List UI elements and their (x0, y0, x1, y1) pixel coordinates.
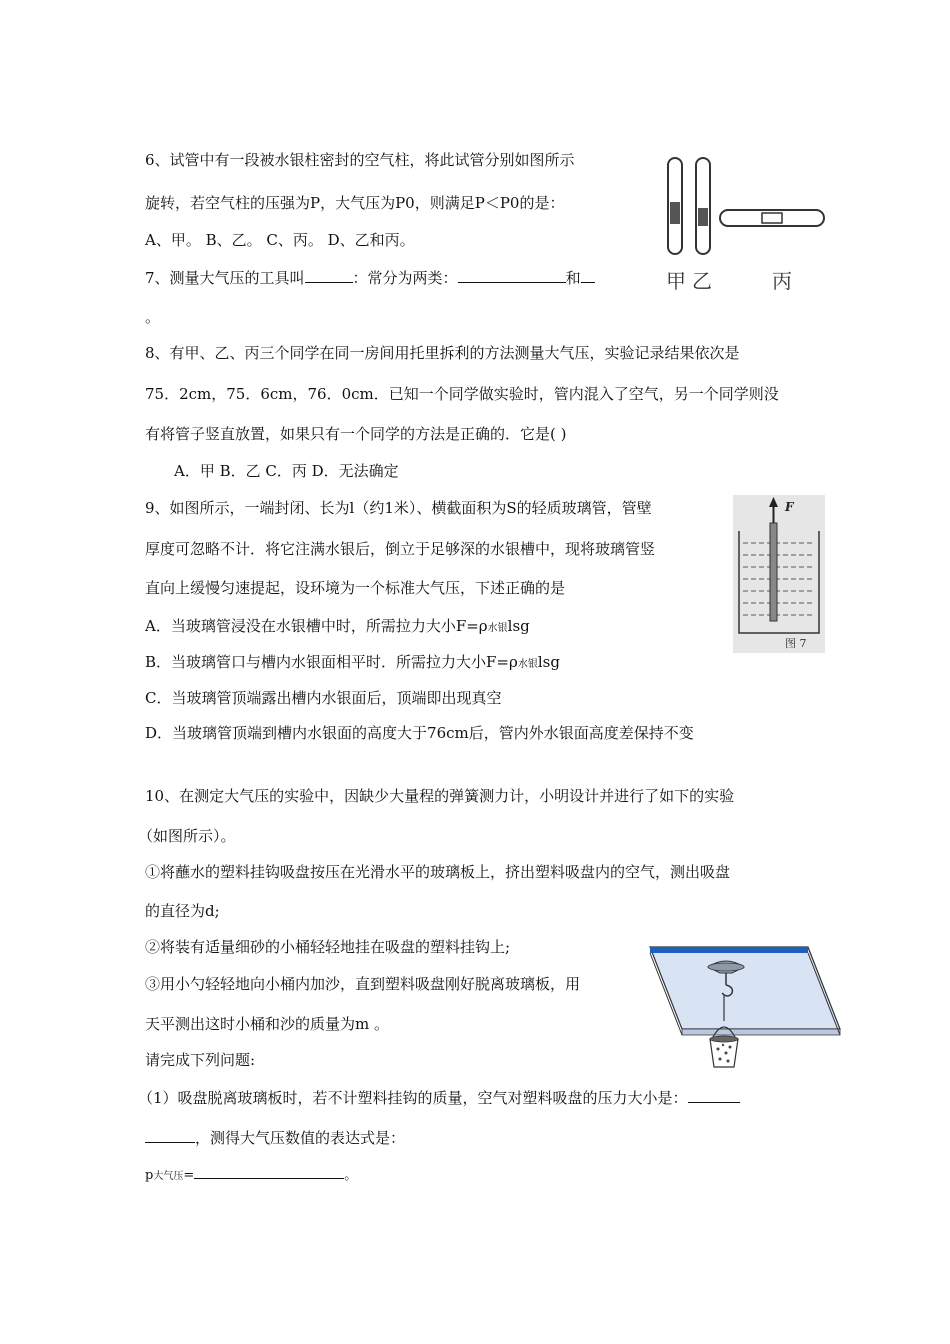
q7-blank-type1[interactable] (458, 268, 566, 283)
q8-options: A．甲 B．乙 C．丙 D．无法确定 (174, 462, 399, 480)
q10-sub1b-text: ，测得大气压数值的表达式是： (195, 1129, 406, 1147)
q9-option-b-text: B．当玻璃管口与槽内水银面相平时．所需拉力大小F=ρ (145, 653, 518, 671)
q7-end: 。 (145, 308, 161, 326)
q6-line2: 旋转，若空气柱的压强为P，大气压为P0，则满足P＜P0的是： (145, 194, 565, 212)
q7-line (145, 268, 595, 288)
q9-option-a-sub: 水银 (487, 623, 508, 634)
q7-text-b: ：常分为两类： (352, 269, 458, 287)
formula-p: p (145, 1168, 154, 1183)
q7-text-c: 和 (565, 269, 581, 287)
formula-end: 。 (344, 1168, 358, 1183)
q9-option-a (145, 616, 530, 639)
suction-cup-figure (648, 943, 848, 1078)
q10-prompt: 请完成下列问题: (145, 1051, 256, 1069)
q7-blank-type2[interactable] (581, 268, 595, 283)
figure-caption: 图 7 (785, 637, 807, 650)
fig-label-bing: 丙 (772, 269, 792, 293)
q10-sub1b (145, 1128, 405, 1148)
mercury-trough-figure (733, 495, 825, 653)
q10-line2: （如图所示）。 (138, 827, 236, 845)
q8-line2: 75．2cm，75．6cm，76．0cm．已知一个同学做实验时，管内混入了空气，另一个同学则没 (145, 385, 779, 403)
q10-blank-force-b[interactable] (145, 1128, 195, 1143)
force-label: F (785, 500, 794, 514)
q9-option-a-post: lsg (507, 617, 530, 635)
q9-line2: 厚度可忽略不计．将它注满水银后，倒立于足够深的水银槽中，现将玻璃管竖 (145, 540, 656, 558)
q10-step1a: ①将蘸水的塑料挂钩吸盘按压在光滑水平的玻璃板上，挤出塑料吸盘内的空气，测出吸盘 (145, 863, 731, 881)
test-tube-figure (660, 152, 830, 298)
fig-label-yi: 乙 (692, 269, 712, 293)
q7-blank-tool[interactable] (305, 268, 353, 283)
q6-options: A、甲。 B、乙。 C、丙。 D、乙和丙。 (145, 231, 415, 249)
q9-line1: 9、如图所示，一端封闭、长为l（约1米）、横截面积为S的轻质玻璃管，管壁 (145, 499, 652, 517)
q10-step2: ②将装有适量细砂的小桶轻轻地挂在吸盘的塑料挂钩上; (145, 938, 511, 956)
q10-formula (145, 1166, 357, 1187)
q10-step3b: 天平测出这时小桶和沙的质量为m 。 (145, 1015, 389, 1033)
q9-option-c: C．当玻璃管顶端露出槽内水银面后，顶端即出现真空 (145, 689, 502, 707)
q9-option-a-text: A．当玻璃管浸没在水银槽中时，所需拉力大小F=ρ (145, 617, 488, 635)
fig-label-jia: 甲 (666, 269, 686, 293)
q10-step1b: 的直径为d; (145, 902, 220, 920)
q10-blank-force-a[interactable] (688, 1088, 740, 1103)
q9-option-b-post: lsg (537, 653, 560, 671)
q6-line1: 6、试管中有一段被水银柱密封的空气柱，将此试管分别如图所示 (145, 151, 575, 169)
q10-blank-formula[interactable] (194, 1166, 344, 1179)
q10-step3a: ③用小勺轻轻地向小桶内加沙，直到塑料吸盘刚好脱离玻璃板，用 (145, 975, 581, 993)
q10-sub1a (138, 1088, 740, 1108)
q10-sub1a-text: （1）吸盘脱离玻璃板时，若不计塑料挂钩的质量，空气对塑料吸盘的压力大小是： (138, 1089, 688, 1107)
q9-line3: 直向上缓慢匀速提起，设环境为一个标准大气压，下述正确的是 (145, 579, 566, 597)
q9-option-d: D．当玻璃管顶端到槽内水银面的高度大于76cm后，管内外水银面高度差保持不变 (145, 724, 694, 742)
q8-line3: 有将管子竖直放置，如果只有一个同学的方法是正确的．它是( ) (145, 425, 567, 443)
q8-line1: 8、有甲、乙、丙三个同学在同一房间用托里拆利的方法测量大气压，实验记录结果依次是 (145, 344, 740, 362)
q7-text-a: 7、测量大气压的工具叫 (145, 269, 305, 287)
q9-option-b-sub: 水银 (517, 659, 538, 670)
formula-eq: = (183, 1168, 195, 1183)
q10-line1: 10、在测定大气压的实验中，因缺少大量程的弹簧测力计，小明设计并进行了如下的实验 (145, 787, 735, 805)
q9-option-b (145, 652, 560, 675)
formula-sub: 大气压 (153, 1171, 184, 1182)
